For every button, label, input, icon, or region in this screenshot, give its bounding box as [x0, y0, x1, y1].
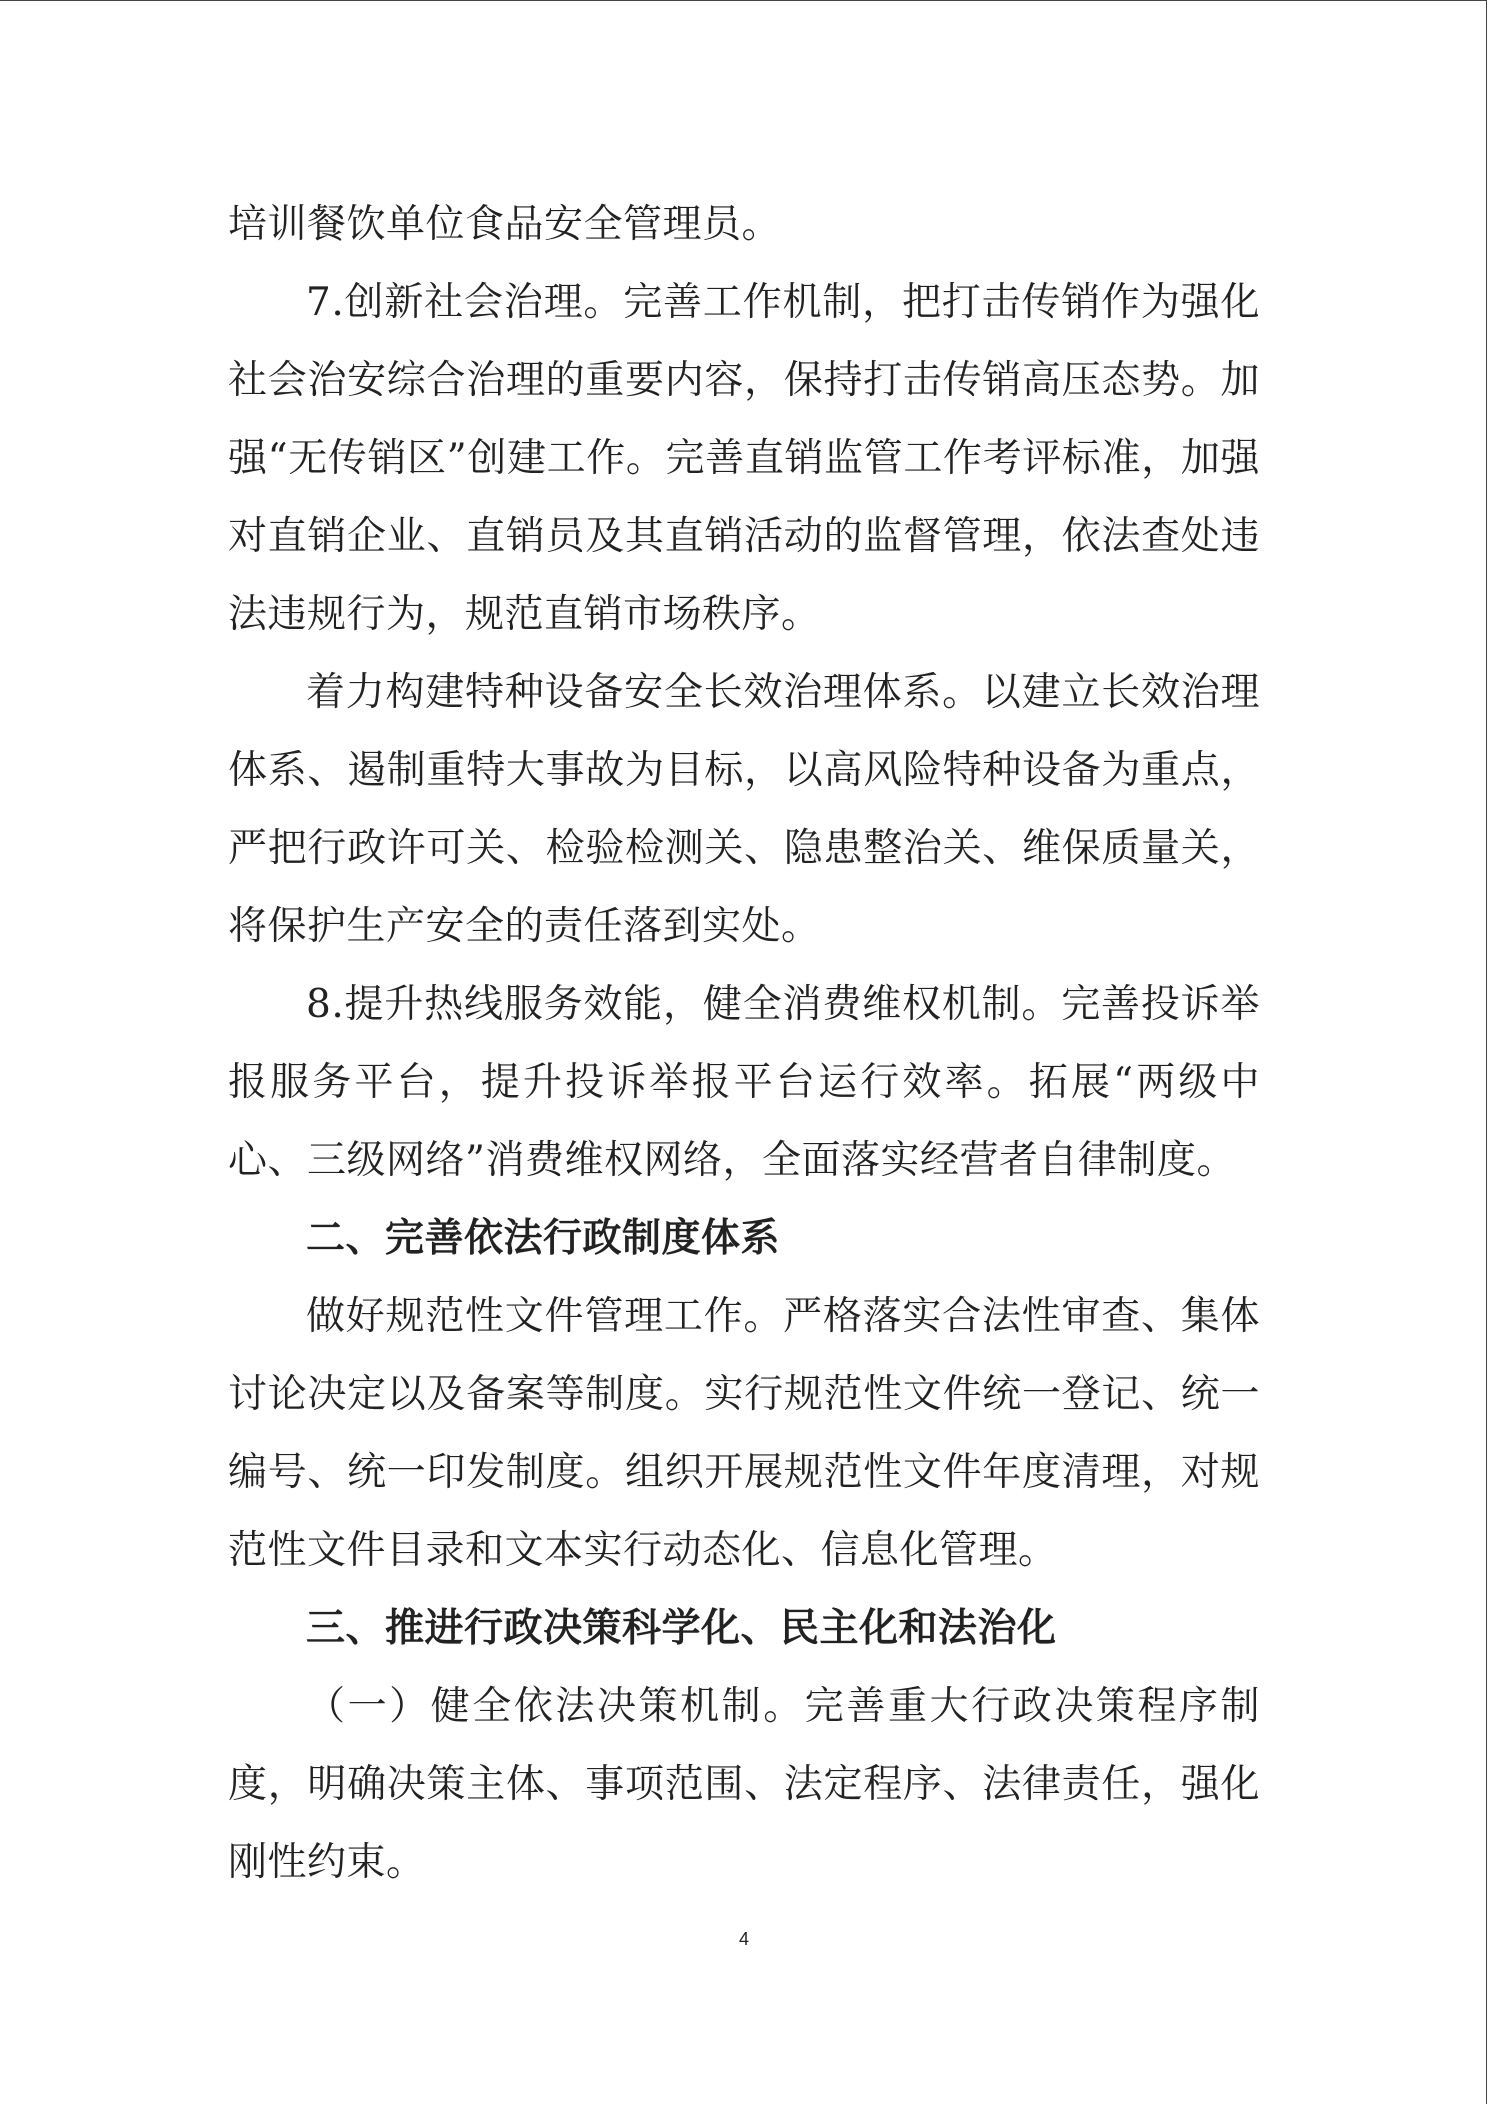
paragraph-decision-mechanism: （一）健全依法决策机制。完善重大行政决策程序制度，明确决策主体、事项范围、法定程序、法律责任，强化刚性约束。 — [228, 1684, 1260, 1885]
paragraph-normative-documents: 做好规范性文件管理工作。严格落实合法性审查、集体讨论决定以及备案等制度。实行规范性文件统一登记、统一编号、统一印发制度。组织开展规范性文件年度清理，对规范性文件目录和文本实行动态化、信息化管理。 — [228, 1294, 1260, 1573]
paragraph-item-8: 8.提升热线服务效能，健全消费维权机制。完善投诉举报服务平台，提升投诉举报平台运行效率。拓展“两级中心、三级网络”消费维权网络，全面落实经营者自律制度。 — [228, 982, 1260, 1183]
section-heading-2: 二、完善依法行政制度体系 — [306, 1216, 781, 1261]
page-number: 4 — [738, 1929, 749, 1949]
section-heading-3: 三、推进行政决策科学化、民主化和法治化 — [306, 1606, 1057, 1651]
paragraph-continuation: 培训餐饮单位食品安全管理员。 — [228, 202, 782, 247]
paragraph-item-7: 7.创新社会治理。完善工作机制，把打击传销作为强化社会治安综合治理的重要内容，保持打击传销高压态势。加强“无传销区”创建工作。完善直销监管工作考评标准，加强对直销企业、直销员及其直销活动的监督管理，依法查处违法违规行为，规范直销市场秩序。 — [228, 280, 1260, 637]
paragraph-special-equipment: 着力构建特种设备安全长效治理体系。以建立长效治理体系、遏制重特大事故为目标，以高风险特种设备为重点，严把行政许可关、检验检测关、隐患整治关、维保质量关，将保护生产安全的责任落到实处。 — [228, 670, 1260, 949]
document-body — [228, 186, 1260, 1902]
